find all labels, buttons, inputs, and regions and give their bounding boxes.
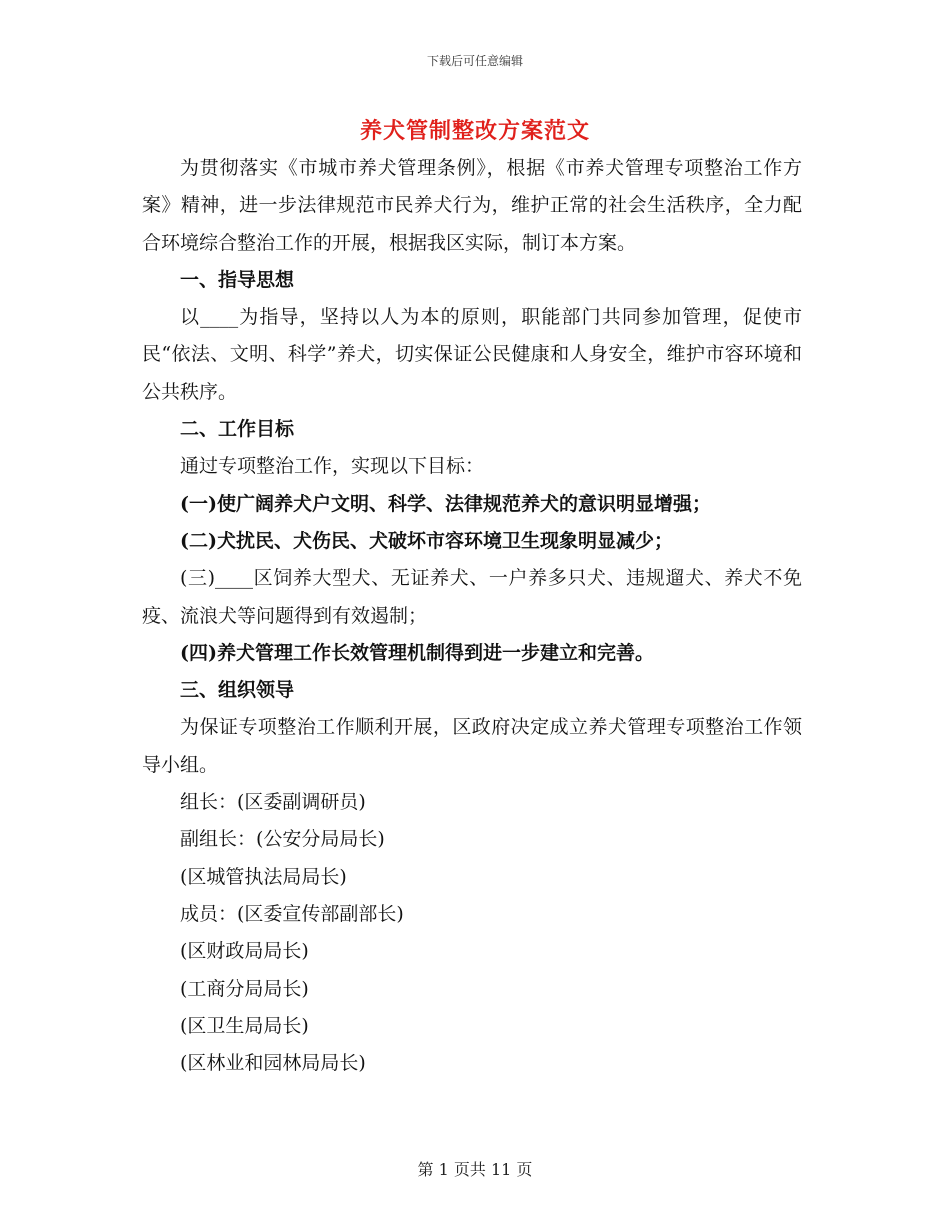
document-title: 养犬管制整改方案范文 — [359, 118, 590, 144]
member-line: (区财政局局长) — [180, 940, 309, 963]
work-goals-intro: 通过专项整治工作，实现以下目标： — [180, 455, 485, 478]
page-header-note: 下载后可任意编辑 — [426, 54, 523, 68]
document-body — [142, 150, 802, 1082]
section-heading-work-goals: 二、工作目标 — [180, 418, 295, 441]
organization-paragraph: 为保证专项整治工作顺利开展，区政府决定成立养犬管理专项整治工作领导小组。 — [142, 716, 802, 776]
goal-item-3: (三)____区饲养大型犬、无证养犬、一户养多只犬、违规遛犬、养犬不免疫、流浪犬等问题得到有效遏制； — [142, 567, 802, 627]
member-line: 组长：(区委副调研员) — [180, 791, 366, 814]
goal-item-2: (二)犬扰民、犬伤民、犬破坏市容环境卫生现象明显减少； — [180, 529, 673, 552]
member-line: (区城管执法局局长) — [180, 865, 347, 888]
member-line: 成员：(区委宣传部副部长) — [180, 902, 404, 925]
section-heading-organization: 三、组织领导 — [180, 679, 295, 702]
intro-paragraph: 为贯彻落实《市城市养犬管理条例》，根据《市养犬管理专项整治工作方案》精神，进一步法律规范市民养犬行为，维护正常的社会生活秩序，全力配合环境综合整治工作的开展，根据我区实际，制订本方案。 — [142, 157, 802, 254]
page-number-footer: 第 1 页共 11 页 — [417, 1160, 533, 1179]
member-line: (区林业和园林局局长) — [180, 1052, 366, 1075]
goal-item-1: (一)使广阔养犬户文明、科学、法律规范养犬的意识明显增强； — [180, 492, 711, 515]
guiding-ideology-paragraph: 以____为指导，坚持以人为本的原则，职能部门共同参加管理，促使市民“依法、文明、科学”养犬，切实保证公民健康和人身安全，维护市容环境和公共秩序。 — [142, 306, 802, 403]
member-line: (工商分局局长) — [180, 977, 309, 1000]
member-line: (区卫生局局长) — [180, 1014, 309, 1037]
goal-item-4: (四)养犬管理工作长效管理机制得到进一步建立和完善。 — [180, 641, 654, 664]
section-heading-guiding-ideology: 一、指导思想 — [180, 268, 295, 291]
member-line: 副组长：(公安分局局长) — [180, 828, 385, 851]
